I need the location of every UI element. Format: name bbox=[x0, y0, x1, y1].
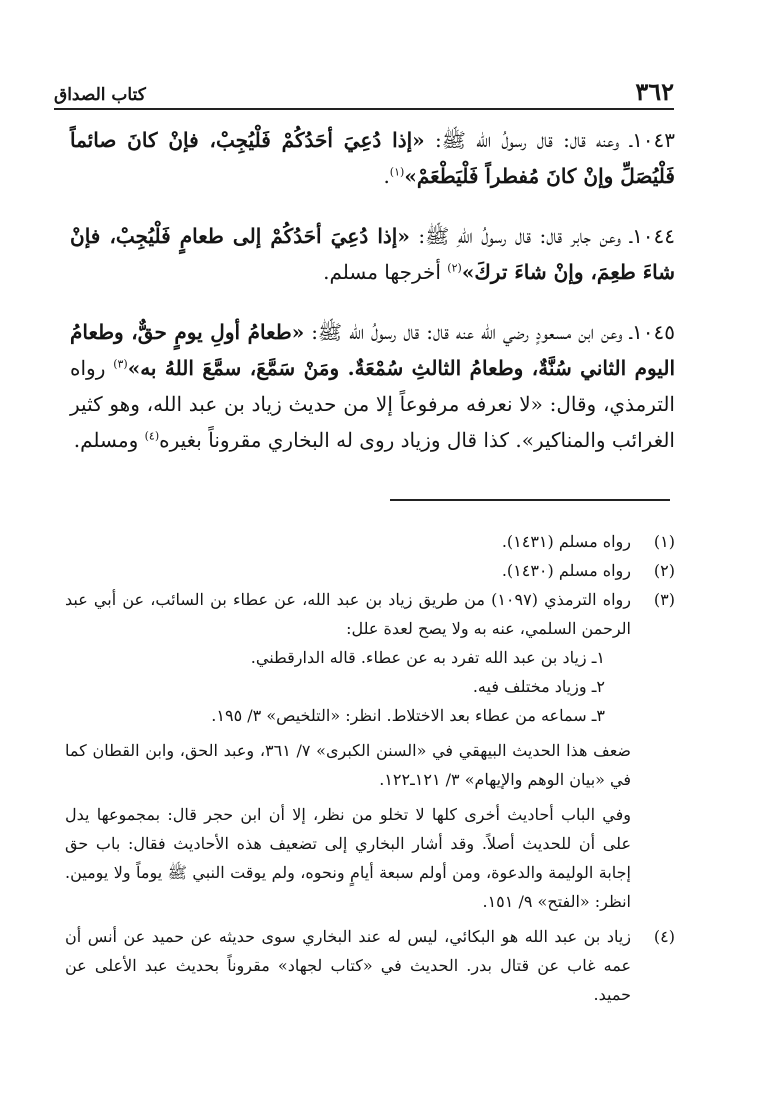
page-number: ٣٦٢ bbox=[635, 77, 674, 106]
footnote-number: (٣) bbox=[653, 590, 675, 609]
hadith-after: أخرجها مسلم. bbox=[323, 260, 441, 284]
hadith-intro: وعن ابن مسعودٍ رضي الله عنه قال: قال رسولُ الله ﷺ: bbox=[311, 320, 623, 344]
footnote-1 bbox=[65, 527, 675, 556]
hadith-text: «إذا دُعِيَ أحَدُكُمْ فَلْيُجِبْ، فإنْ كانَ صائماً فَلْيُصَلِّ وإنْ كانَ مُفطراً فَلْيَطْعَمْ» bbox=[70, 128, 675, 188]
footnote-3 bbox=[65, 585, 675, 916]
hadith-1043 bbox=[70, 122, 675, 194]
hadith-intro: وعن جابر قال: قال رسولُ اللهِ ﷺ: bbox=[418, 224, 622, 248]
page-header bbox=[54, 74, 674, 110]
running-title: كتاب الصداق bbox=[54, 85, 146, 105]
footnote-ref: (١) bbox=[389, 165, 405, 179]
hadith-text: «طعامُ أولِ يومٍ حقٌّ، وطعامُ اليوم الثاني سُنَّةٌ، وطعامُ الثالثِ سُمْعَةٌ. ومَنْ سَمَّعَ، سمَّعَ اللهُ به» bbox=[70, 320, 675, 380]
hadith-1045 bbox=[70, 314, 675, 458]
hadith-intro: وعنه قال: قال رسولُ الله ﷺ: bbox=[434, 128, 620, 152]
footnote-item: ٢ـ وزياد مختلف فيه. bbox=[472, 677, 605, 696]
footnote-text: زياد بن عبد الله هو البكائي، ليس له عند البخاري سوى حديثه عن حميد عن أنس أن عمه غاب عن قتال بدر. الحديث في «كتاب لجهاد» مقروناً بحديث عبد الأعلى عن حميد. bbox=[65, 927, 631, 1004]
footnote-ref: (٤) bbox=[144, 429, 160, 443]
main-text bbox=[70, 122, 675, 482]
footnote-separator bbox=[390, 499, 670, 501]
hadith-number: ١٠٤٣ـ bbox=[629, 128, 676, 152]
footnote-text: رواه مسلم (١٤٣٠). bbox=[501, 561, 631, 580]
hadith-after: رواه الترمذي، وقال: «لا نعرفه مرفوعاً إلا من حديث زياد بن عبد الله، وهو كثير الغرائب والمناكير». كذا قال وزياد روى له البخاري مقروناً بغيره bbox=[70, 356, 675, 452]
hadith-text: «إذا دُعِيَ أحَدُكُمْ إلى طعامٍ فَلْيُجِبْ، فإنْ شاءَ طعِمَ، وإنْ شاءَ تركَ» bbox=[70, 224, 675, 284]
hadith-1044 bbox=[70, 218, 675, 290]
footnote-text: رواه مسلم (١٤٣١). bbox=[501, 532, 631, 551]
footnote-item: ١ـ زياد بن عبد الله تفرد به عن عطاء. قاله الدارقطني. bbox=[250, 648, 605, 667]
hadith-number: ١٠٤٤ـ bbox=[629, 224, 676, 248]
footnote-paragraph: ضعف هذا الحديث البيهقي في «السنن الكبرى» ٧/ ٣٦١، وعبد الحق، وابن القطان كما في «بيان الوهم والإيهام» ٣/ ١٢١ـ١٢٢. bbox=[65, 741, 631, 789]
footnote-paragraph: وفي الباب أحاديث أخرى كلها لا تخلو من نظر، إلا أن ابن حجر قال: بمجموعها يدل على أن للحديث أصلاً. وقد أشار البخاري إلى تضعيف هذه الأحاديث فقال: باب حق إجابة الوليمة والدعوة، ومن أولم سبعة أيامٍ ونحوه، ولم يوقت النبي ﷺ يوماً ولا يومين. انظر: «الفتح» ٩/ ١٥١. bbox=[65, 805, 631, 911]
footnotes bbox=[65, 527, 675, 1009]
footnote-number: (١) bbox=[653, 532, 675, 551]
footnote-ref: (٢) bbox=[447, 261, 462, 275]
hadith-after-2: ومسلم. bbox=[73, 428, 139, 452]
footnote-text: رواه الترمذي (١٠٩٧) من طريق زياد بن عبد الله، عن عطاء بن السائب، عن أبي عبد الرحمن السلمي، عنه به ولا يصح لعدة علل: bbox=[65, 590, 631, 638]
footnote-number: (٢) bbox=[653, 561, 675, 580]
footnote-ref: (٣) bbox=[113, 357, 128, 371]
hadith-number: ١٠٤٥ـ bbox=[629, 320, 675, 344]
footnote-number: (٤) bbox=[653, 927, 675, 946]
footnote-2 bbox=[65, 556, 675, 585]
footnote-item: ٣ـ سماعه من عطاء بعد الاختلاط. انظر: «التلخيص» ٣/ ١٩٥. bbox=[211, 706, 605, 725]
hadith-after: . bbox=[383, 164, 390, 188]
footnote-4 bbox=[65, 922, 675, 1009]
